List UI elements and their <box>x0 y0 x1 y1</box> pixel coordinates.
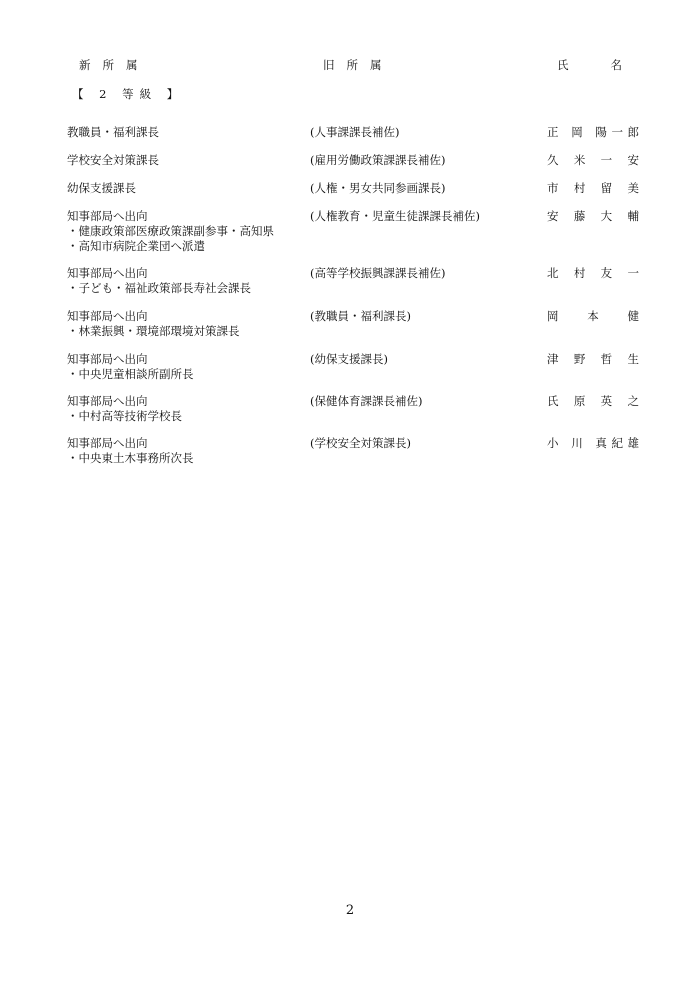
new-affiliation-line: 知事部局へ出向 <box>67 436 148 450</box>
new-affiliation-line: 学校安全対策課長 <box>67 153 159 167</box>
new-affiliation <box>67 181 307 196</box>
new-affiliation-line: ・中央東土木事務所次長 <box>67 451 194 465</box>
new-affiliation-line: ・高知市病院企業団へ派遣 <box>67 239 205 253</box>
person-name: 久 米 一 安 <box>547 153 639 167</box>
person-name: 岡 本 健 <box>547 309 639 323</box>
new-affiliation <box>67 394 307 424</box>
person-name: 氏 原 英 之 <box>547 394 639 408</box>
header-name-given: 名 <box>610 58 622 72</box>
new-affiliation-line: 知事部局へ出向 <box>67 352 148 366</box>
page-number: 2 <box>345 903 355 918</box>
new-affiliation-line: ・中央児童相談所副所長 <box>67 367 194 381</box>
new-affiliation-line: 知事部局へ出向 <box>67 209 148 223</box>
new-affiliation-line: ・中村高等技術学校長 <box>67 409 182 423</box>
old-affiliation: (学校安全対策課長) <box>310 436 411 450</box>
grade-heading: 【 2 等級 】 <box>72 87 185 101</box>
new-affiliation <box>67 266 307 296</box>
old-affiliation: (雇用労働政策課課長補佐) <box>310 153 446 167</box>
header-name-family: 氏 <box>557 58 569 72</box>
new-affiliation-line: ・林業振興・環境部環境対策課長 <box>67 324 240 338</box>
header-new-affiliation: 新所属 <box>79 58 150 72</box>
new-affiliation-line: ・子ども・福祉政策部長寿社会課長 <box>67 281 251 295</box>
new-affiliation <box>67 153 307 168</box>
person-name: 正 岡 陽一郎 <box>547 125 639 139</box>
old-affiliation: (高等学校振興課課長補佐) <box>310 266 446 280</box>
header-old-affiliation: 旧所属 <box>323 58 394 72</box>
old-affiliation: (保健体育課課長補佐) <box>310 394 423 408</box>
person-name: 津 野 哲 生 <box>547 352 639 366</box>
header-name <box>557 57 622 73</box>
person-name: 安 藤 大 輔 <box>547 209 639 223</box>
new-affiliation-line: 知事部局へ出向 <box>67 309 148 323</box>
old-affiliation: (人権・男女共同参画課長) <box>310 181 446 195</box>
new-affiliation <box>67 125 307 140</box>
new-affiliation <box>67 309 307 339</box>
new-affiliation <box>67 209 307 254</box>
person-name: 小 川 真紀雄 <box>547 436 639 450</box>
old-affiliation: (教職員・福利課長) <box>310 309 411 323</box>
old-affiliation: (幼保支援課長) <box>310 352 388 366</box>
person-name: 市 村 留 美 <box>547 181 639 195</box>
old-affiliation: (人事課課長補佐) <box>310 125 400 139</box>
new-affiliation-line: 幼保支援課長 <box>67 181 136 195</box>
new-affiliation-line: 知事部局へ出向 <box>67 394 148 408</box>
old-affiliation: (人権教育・児童生徒課課長補佐) <box>310 209 480 223</box>
new-affiliation-line: 知事部局へ出向 <box>67 266 148 280</box>
new-affiliation <box>67 436 307 466</box>
new-affiliation <box>67 352 307 382</box>
person-name: 北 村 友 一 <box>547 266 639 280</box>
new-affiliation-line: 教職員・福利課長 <box>67 125 159 139</box>
new-affiliation-line: ・健康政策部医療政策課副参事・高知県 <box>67 224 274 238</box>
